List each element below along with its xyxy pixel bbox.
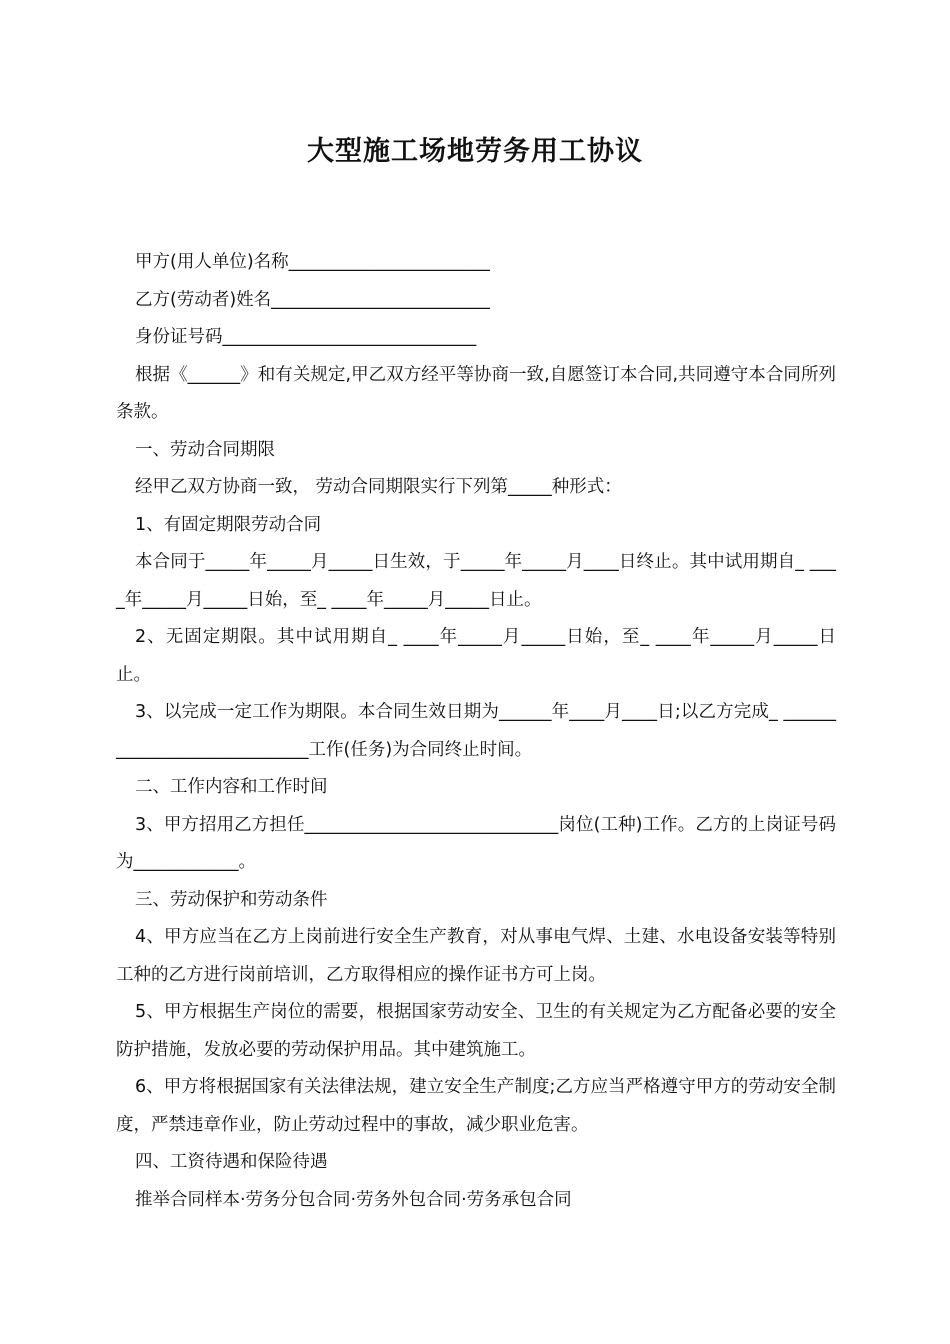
clause-fixed-term-dates: 本合同于_____年_____月_____日生效，于_____年_____月____日终止。其中试用期自_ ____年_____月_____日始，至_ ____年_____月_____日止。 xyxy=(116,552,836,610)
clause-safety-education: 4、甲方应当在乙方上岗前进行安全生产教育，对从事电气焊、土建、水电设备安装等特别工种的乙方进行岗前培训，乙方取得相应的操作证书方可上岗。 xyxy=(116,927,836,985)
section-heading-work-content: 二、工作内容和工作时间 xyxy=(135,777,328,797)
party-b-name-line: 乙方(劳动者)姓名_________________________ xyxy=(135,289,490,310)
recommended-samples-line: 推举合同样本·劳务分包合同·劳务外包合同·劳务承包合同 xyxy=(135,1189,572,1210)
section-heading-contract-term: 一、劳动合同期限 xyxy=(135,439,275,460)
clause-task-term: 3、以完成一定工作为期限。本合同生效日期为______年____月____日;以乙方完成_ ____________________________工作(任务)为合同终止时间。 xyxy=(116,702,836,760)
document-body xyxy=(116,244,836,1219)
clause-fixed-term: 1、有固定期限劳动合同 xyxy=(135,514,322,535)
section-heading-wages-insurance: 四、工资待遇和保险待遇 xyxy=(135,1152,328,1172)
party-a-name-line: 甲方(用人单位)名称_______________________ xyxy=(135,252,490,272)
clause-job-position: 3、甲方招用乙方担任_____________________________岗位(工种)工作。乙方的上岗证号码为____________。 xyxy=(116,814,836,872)
preamble-paragraph: 根据《______》和有关规定,甲乙双方经平等协商一致,自愿签订本合同,共同遵守本合同所列条款。 xyxy=(116,364,836,422)
document-title: 大型施工场地劳务用工协议 xyxy=(307,136,643,167)
contract-term-intro: 经甲乙双方协商一致， 劳动合同期限实行下列第_____种形式： xyxy=(135,477,622,497)
clause-open-term: 2、无固定期限。其中试用期自_ ____年_____月_____日始，至_ ____年_____月_____日止。 xyxy=(116,627,836,685)
clause-safety-rules: 6、甲方将根据国家有关法律法规，建立安全生产制度;乙方应当严格遵守甲方的劳动安全制度，严禁违章作业，防止劳动过程中的事故，减少职业危害。 xyxy=(116,1077,836,1135)
section-heading-labor-protection: 三、劳动保护和劳动条件 xyxy=(135,889,328,910)
clause-protective-measures: 5、甲方根据生产岗位的需要，根据国家劳动安全、卫生的有关规定为乙方配备必要的安全防护措施，发放必要的劳动保护用品。其中建筑施工。 xyxy=(116,1002,836,1060)
id-number-line: 身份证号码_____________________________ xyxy=(135,327,477,347)
